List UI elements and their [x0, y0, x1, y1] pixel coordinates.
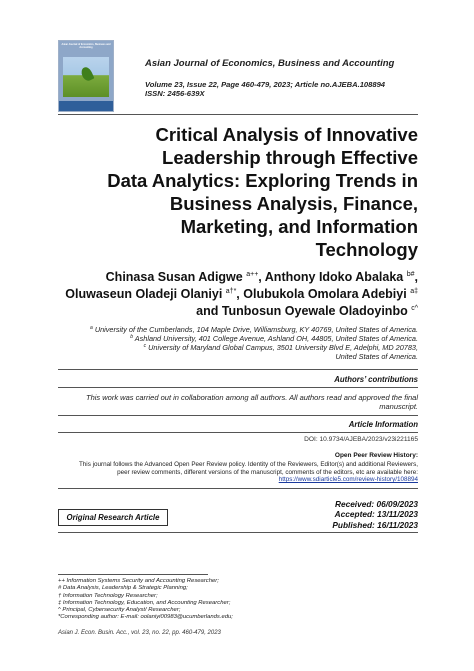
- citation: Asian J. Econ. Busin. Acc., vol. 23, no. 22, pp. 460-479, 2023: [58, 630, 221, 636]
- affiliation-mark: b: [130, 334, 133, 340]
- author-marks: a†*: [225, 288, 237, 295]
- doi: DOI: 10.9734/AJEBA/2023/v23i221165: [304, 436, 418, 443]
- cover-title: Asian Journal of Economics, Business and Accounting: [61, 43, 111, 49]
- section-rule: [58, 415, 418, 416]
- review-line: peer review comments, different versions of the manuscript, comments of the editors, etc are available here:: [117, 468, 418, 476]
- section-rule: [58, 387, 418, 388]
- article-info-heading: Article Information: [348, 420, 418, 429]
- author-marks: a++: [246, 271, 259, 278]
- footnotes: [58, 578, 358, 622]
- affiliations: [28, 325, 418, 361]
- contributions-line: manuscript.: [379, 402, 418, 412]
- affiliation-text: University of the Cumberlands, 104 Maple Drive, Williamsburg, KY 40769, United States of America.: [94, 325, 418, 334]
- author-line: [38, 303, 418, 320]
- review-history-text: [28, 461, 418, 484]
- contributions-heading: Authors’ contributions: [334, 375, 418, 384]
- author-separator: ,: [236, 287, 244, 301]
- contributions-line: This work was carried out in collaboration among all authors. All authors read and approved the final: [86, 393, 418, 402]
- section-rule: [58, 488, 418, 489]
- review-history-link[interactable]: https://www.sdiarticle5.com/review-history/108894: [278, 476, 418, 484]
- title-line: Technology: [315, 239, 418, 260]
- section-rule: [58, 532, 418, 533]
- footnote: # Data Analysis, Leadership & Strategic Planning;: [58, 585, 188, 592]
- published-date: Published: 16/11/2023: [332, 519, 418, 530]
- affiliation: [28, 334, 418, 343]
- author-list: [38, 269, 418, 320]
- contributions-text: [28, 393, 418, 412]
- review-line: This journal follows the Advanced Open Peer Review policy. Identity of the Reviewers, Editor(s) and additional Reviewers,: [78, 461, 418, 468]
- title-line: Marketing, and Information: [180, 216, 418, 237]
- affiliation: [28, 325, 418, 334]
- journal-name: Asian Journal of Economics, Business and Accounting: [145, 58, 395, 69]
- header-rule: [58, 114, 418, 115]
- author-marks: c^: [411, 305, 418, 312]
- affiliation-continuation: United States of America.: [335, 352, 418, 361]
- affiliation-mark: a: [90, 325, 93, 331]
- paper-title: [78, 123, 418, 261]
- author-name: Chinasa Susan Adigwe: [105, 270, 243, 284]
- issn-line: ISSN: 2456-639X: [145, 89, 205, 98]
- affiliation-text: Ashland University, 401 College Avenue, Ashland OH, 44805, United States of America.: [134, 334, 418, 343]
- title-line: Data Analytics: Exploring Trends in: [107, 170, 418, 191]
- author-marks: a‡: [410, 288, 418, 295]
- author-line: [38, 286, 418, 303]
- author-line: [38, 269, 418, 286]
- author-name: and Tunbosun Oyewale Oladoyinbo: [196, 304, 408, 318]
- affiliation-mark: c: [143, 343, 147, 349]
- author-separator: ,: [258, 270, 265, 284]
- footnote: ^ Principal, Cybersecurity Analyst/ Researcher;: [58, 607, 181, 614]
- journal-meta: [145, 80, 385, 98]
- author-name: Olubukola Omolara Adebiyi: [243, 287, 407, 301]
- footnote-rule: [58, 574, 208, 575]
- author-separator: ,: [414, 270, 418, 284]
- cover-photo: [63, 57, 109, 97]
- volume-line: Volume 23, Issue 22, Page 460-479, 2023; Article no.AJEBA.108894: [145, 80, 386, 89]
- affiliation-text: University of Maryland Global Campus, 3501 University Blvd E, Adelphi, MD 20783,: [148, 343, 418, 352]
- article-type-box: Original Research Article: [58, 509, 168, 526]
- accepted-date: Accepted: 13/11/2023: [334, 509, 418, 520]
- title-line: Business Analysis, Finance,: [169, 193, 418, 214]
- footnote: ++ Information Systems Security and Accounting Researcher;: [58, 578, 219, 584]
- footnote: † Information Technology Researcher;: [58, 592, 158, 599]
- author-name: Anthony Idoko Abalaka: [264, 270, 404, 284]
- affiliation: [28, 343, 418, 352]
- leaf-icon: [80, 66, 95, 83]
- footnote: ‡ Information Technology, Education, and Accounting Researcher;: [58, 599, 231, 606]
- title-line: Critical Analysis of Innovative: [155, 124, 418, 145]
- journal-cover-image: [58, 40, 114, 112]
- title-line: Leadership through Effective: [162, 147, 418, 168]
- section-rule: [58, 432, 418, 433]
- author-marks: b#: [406, 271, 415, 278]
- review-history-heading: Open Peer Review History:: [334, 452, 418, 459]
- section-rule: [58, 369, 418, 370]
- footnote: *Corresponding author: E-mail: oolaniyi00983@ucumberlands.edu;: [58, 614, 233, 621]
- cover-bar: [59, 101, 113, 111]
- author-name: Oluwaseun Oladeji Olaniyi: [65, 287, 223, 301]
- publication-dates: [332, 499, 418, 530]
- received-date: Received: 06/09/2023: [334, 499, 418, 509]
